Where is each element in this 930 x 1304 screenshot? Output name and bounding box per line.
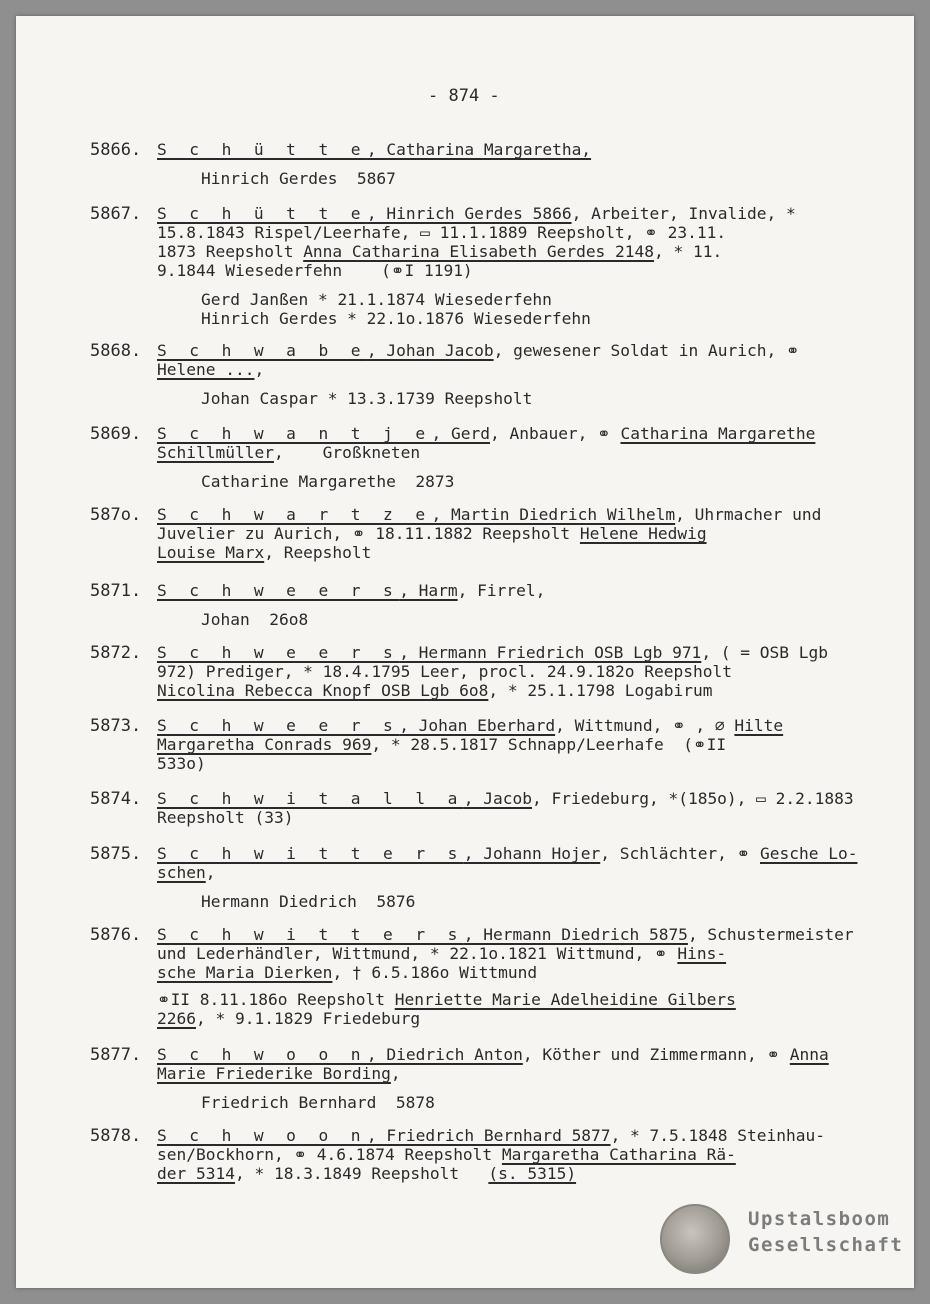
entry-line — [157, 643, 837, 662]
underlined-name: S c h w a b e, Johan Jacob — [157, 341, 494, 360]
text-segment: , Schlächter, ⚭ — [600, 844, 760, 863]
surname: S c h w e e r s — [157, 716, 400, 735]
entry-line — [157, 808, 837, 827]
entry-text — [157, 581, 837, 629]
entry-text — [157, 925, 854, 1028]
entry-text — [157, 716, 837, 773]
children-list — [157, 389, 837, 408]
underlined-name: Nicolina Rebecca Knopf OSB Lgb 6o8 — [157, 681, 489, 700]
text-segment: , Uhrmacher und — [675, 505, 822, 524]
text-segment: 533o) — [157, 754, 206, 773]
entry-text — [157, 140, 837, 188]
entry-line — [157, 735, 837, 754]
text-segment: , * 28.5.1817 Schnapp/Leerhafe (⚭II — [371, 735, 727, 754]
surname: S c h w o o n — [157, 1045, 367, 1064]
entry-number: 5869. — [90, 424, 142, 444]
surname: S c h w a b e — [157, 341, 367, 360]
child-item: Hermann Diedrich 5876 — [201, 892, 416, 911]
text-segment: , Schustermeister — [687, 925, 854, 944]
seal-icon — [660, 1204, 730, 1274]
text-segment: 972) Prediger, * 18.4.1795 Leer, procl. 24.9.182o Reepsholt — [157, 662, 732, 681]
text-segment: , Köther und Zimmermann, ⚭ — [522, 1045, 790, 1064]
surname: S c h w i t a l l a — [157, 789, 464, 808]
document-page — [16, 16, 914, 1288]
surname: S c h w e e r s — [157, 643, 400, 662]
entry-line — [157, 1126, 837, 1145]
entry-line — [157, 681, 837, 700]
entry-text — [157, 1045, 837, 1112]
underlined-name: S c h w e e r s, Johan Eberhard — [157, 716, 556, 735]
entry-extra — [157, 990, 837, 1028]
entry-line — [157, 424, 837, 443]
entry-line — [157, 754, 837, 773]
text-segment: , * 9.1.1829 Friedeburg — [195, 1009, 421, 1028]
surname: S c h w i t t e r s — [157, 844, 464, 863]
child-item: Friedrich Bernhard 5878 — [201, 1093, 435, 1112]
underlined-name: Louise Marx — [157, 543, 265, 562]
children-list — [157, 472, 837, 491]
underlined-name: sche Maria Dierken — [157, 963, 333, 982]
text-segment: , * 18.3.1849 Reepsholt — [234, 1164, 489, 1183]
text-segment: , gewesener Soldat in Aurich, ⚭ — [493, 341, 800, 360]
underlined-name: Marie Friederike Bording — [157, 1064, 391, 1083]
entry-text — [157, 424, 837, 491]
upstalsboom-logo — [660, 1198, 904, 1276]
entry-number: 5878. — [90, 1126, 142, 1146]
children-list — [157, 610, 837, 629]
text-segment: , Großkneten — [273, 443, 421, 462]
text-segment: , — [254, 360, 265, 379]
underlined-name: schen — [157, 863, 206, 882]
entry-text — [157, 643, 837, 700]
text-segment: , — [390, 1064, 401, 1083]
underlined-name: S c h w i t t e r s, Hermann Diedrich 5875 — [157, 925, 688, 944]
entry-line — [157, 360, 837, 379]
entry-number: 5875. — [90, 844, 142, 864]
underlined-name: Margaretha Catharina Rä- — [501, 1145, 736, 1164]
underlined-name: S c h ü t t e, Catharina Margaretha, — [157, 140, 592, 159]
surname: S c h w a r t z e — [157, 505, 432, 524]
entry-line — [157, 990, 837, 1009]
entry-line — [157, 1064, 837, 1083]
entry-line — [157, 1145, 837, 1164]
entry-number: 5874. — [90, 789, 142, 809]
entry-line — [157, 543, 837, 562]
underlined-name: Hilte — [734, 716, 784, 735]
underlined-name: Anna — [789, 1045, 829, 1064]
underlined-name: S c h w a n t j e, Gerd — [157, 424, 490, 443]
text-segment: , † 6.5.186o Wittmund — [332, 963, 538, 982]
entry-line — [157, 1045, 837, 1064]
underlined-name: Schillmüller — [157, 443, 274, 462]
text-segment: 9.1844 Wiesederfehn (⚭I 1191) — [157, 261, 473, 280]
text-segment: , * 11. — [654, 242, 723, 261]
entry-text — [157, 789, 854, 827]
underlined-name: S c h w a r t z e, Martin Diedrich Wilhelm — [157, 505, 676, 524]
underlined-name: Anna Catharina Elisabeth Gerdes 2148 — [303, 242, 655, 261]
children-list — [157, 892, 837, 911]
entry-line — [157, 944, 837, 963]
text-segment: 1873 Reepsholt — [157, 242, 304, 261]
child-item: Johan Caspar * 13.3.1739 Reepsholt — [201, 389, 533, 408]
entry-number: 5876. — [90, 925, 142, 945]
entry-line — [157, 261, 837, 280]
text-segment: und Lederhändler, Wittmund, * 22.1o.1821 Wittmund, ⚭ — [157, 944, 678, 963]
entry-text — [157, 204, 837, 328]
child-item: Catharine Margarethe 2873 — [201, 472, 455, 491]
underlined-name: (s. 5315) — [488, 1164, 577, 1183]
text-segment: , Reepsholt — [264, 543, 372, 562]
underlined-name: Hins- — [677, 944, 727, 963]
underlined-name: S c h w o o n, Friedrich Bernhard 5877 — [157, 1126, 611, 1145]
children-list — [157, 169, 837, 188]
entry-number: 5872. — [90, 643, 142, 663]
entry-line — [157, 963, 837, 982]
underlined-name: der 5314 — [157, 1164, 235, 1183]
surname: S c h ü t t e — [157, 140, 367, 159]
text-segment: , Wittmund, ⚭ , ⌀ — [555, 716, 735, 735]
entry-line — [157, 863, 837, 882]
underlined-name: Catharina Margarethe — [620, 424, 816, 443]
entry-number: 5873. — [90, 716, 142, 736]
underlined-name: Gesche Lo- — [759, 844, 858, 863]
entry-line — [157, 716, 837, 735]
underlined-name: S c h ü t t e, Hinrich Gerdes 5866 — [157, 204, 572, 223]
text-segment: , — [205, 863, 216, 882]
child-item: Hinrich Gerdes 5867 — [201, 169, 396, 188]
entry-line — [157, 844, 858, 863]
entry-line — [157, 662, 837, 681]
entry-number: 5871. — [90, 581, 142, 601]
underlined-name: Helene Hedwig — [579, 524, 707, 543]
entry-number: 5867. — [90, 204, 142, 224]
page-number: - 874 - — [428, 86, 500, 106]
surname: S c h ü t t e — [157, 204, 367, 223]
entry-text — [157, 844, 858, 911]
underlined-name: S c h w i t t e r s, Johann Hojer — [157, 844, 601, 863]
child-item: Hinrich Gerdes * 22.1o.1876 Wiesederfehn — [201, 309, 591, 328]
underlined-name: S c h w e e r s, Harm — [157, 581, 458, 600]
text-segment: Reepsholt (33) — [157, 808, 294, 827]
text-segment: , ( = OSB Lgb — [701, 643, 829, 662]
text-segment: , * 7.5.1848 Steinhau- — [610, 1126, 825, 1145]
surname: S c h w o o n — [157, 1126, 367, 1145]
text-segment: , Friedeburg, *(185o), ▭ 2.2.1883 — [532, 789, 854, 808]
text-segment: , Anbauer, ⚭ — [489, 424, 621, 443]
underlined-name: 2266 — [157, 1009, 196, 1028]
underlined-name: S c h w e e r s, Hermann Friedrich OSB Lgb 971 — [157, 643, 702, 662]
text-segment: Juvelier zu Aurich, ⚭ 18.11.1882 Reepsholt — [157, 524, 580, 543]
entry-line — [157, 140, 837, 159]
entry-line — [157, 242, 837, 261]
entry-number: 587o. — [90, 505, 142, 525]
entry-number: 5866. — [90, 140, 142, 160]
entry-line — [157, 789, 854, 808]
underlined-name: Henriette Marie Adelheidine Gilbers — [394, 990, 736, 1009]
underlined-name: S c h w i t a l l a, Jacob — [157, 789, 533, 808]
underlined-name: Margaretha Conrads 969 — [157, 735, 372, 754]
underlined-name: Helene ... — [157, 360, 255, 379]
entry-line — [157, 1009, 837, 1028]
logo-text-line-2: Gesellschaft — [748, 1234, 904, 1256]
surname: S c h w i t t e r s — [157, 925, 464, 944]
children-list — [157, 290, 837, 328]
surname: S c h w e e r s — [157, 581, 400, 600]
text-segment: sen/Bockhorn, ⚭ 4.6.1874 Reepsholt — [157, 1145, 502, 1164]
entry-line — [157, 443, 837, 462]
entry-text — [157, 505, 837, 562]
child-item: Gerd Janßen * 21.1.1874 Wiesederfehn — [201, 290, 552, 309]
children-list — [157, 1093, 837, 1112]
text-segment: ⚭II 8.11.186o Reepsholt — [157, 990, 395, 1009]
surname: S c h w a n t j e — [157, 424, 432, 443]
text-segment: , * 25.1.1798 Logabirum — [488, 681, 713, 700]
text-segment: , Firrel, — [457, 581, 546, 600]
entry-line — [157, 1164, 837, 1183]
entry-line — [157, 204, 837, 223]
entry-line — [157, 223, 837, 242]
entry-line — [157, 581, 837, 600]
entry-number: 5868. — [90, 341, 142, 361]
entry-number: 5877. — [90, 1045, 142, 1065]
child-item: Johan 26o8 — [201, 610, 309, 629]
underlined-name: S c h w o o n, Diedrich Anton — [157, 1045, 523, 1064]
entry-line — [157, 524, 837, 543]
entry-line — [157, 341, 837, 360]
entry-line — [157, 925, 854, 944]
text-segment: 15.8.1843 Rispel/Leerhafe, ▭ 11.1.1889 Reepsholt, ⚭ 23.11. — [157, 223, 727, 242]
entry-text — [157, 341, 837, 408]
entry-text — [157, 1126, 837, 1183]
logo-text-line-1: Upstalsboom — [748, 1208, 891, 1230]
entry-line — [157, 505, 837, 524]
text-segment: , Arbeiter, Invalide, * — [571, 204, 796, 223]
